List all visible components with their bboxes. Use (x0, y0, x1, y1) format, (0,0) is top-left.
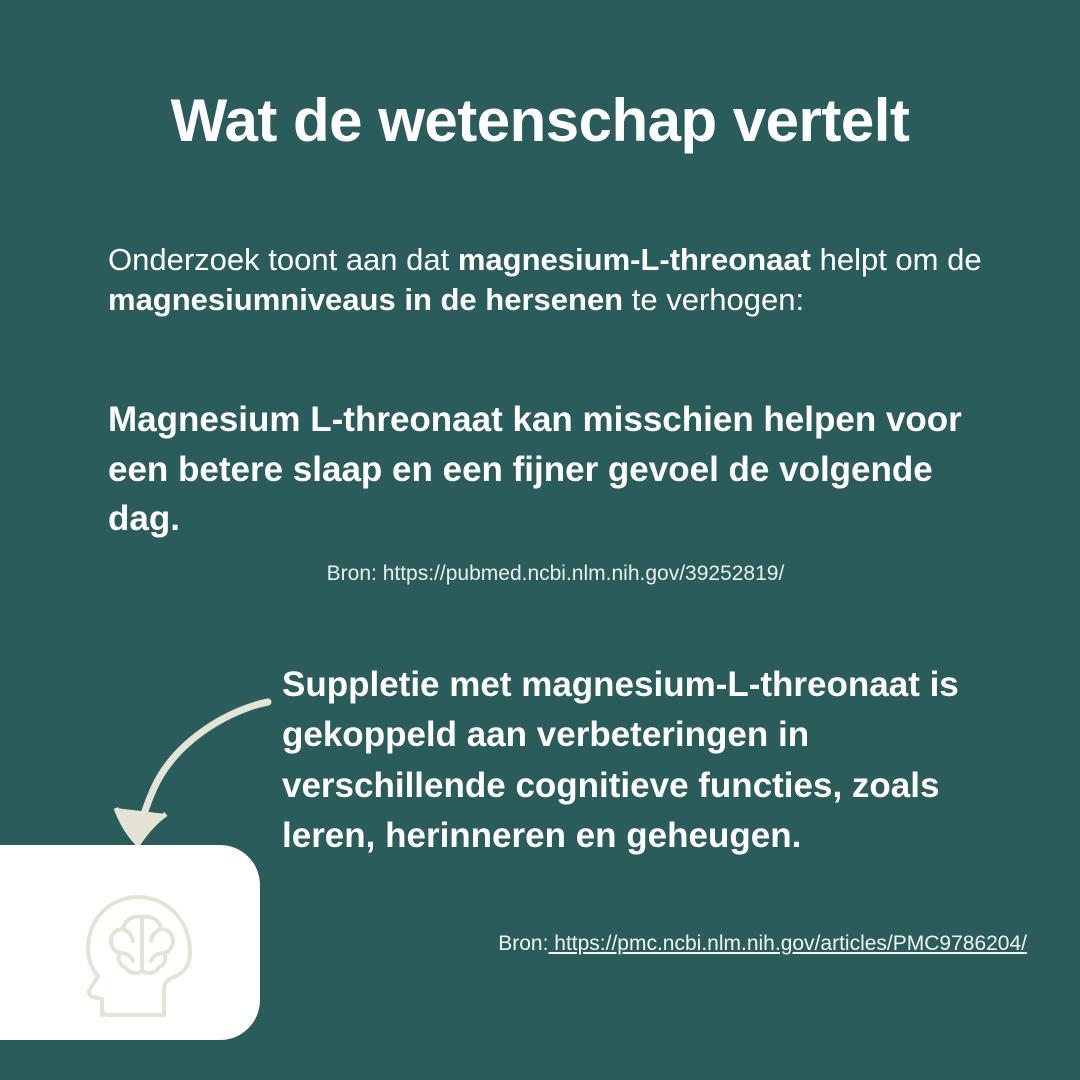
intro-bold-2: magnesiumniveaus in de hersenen (108, 282, 624, 318)
source-two-label: Bron: (498, 932, 549, 955)
intro-bold-1: magnesium-L-threonaat (457, 242, 811, 277)
quote-one: Magnesium L-threonaat kan misschien helpen voor een betere slaap en een fijner gevoel de volgende dag. (108, 400, 962, 539)
intro-text-part2: helpt om de (810, 242, 982, 277)
intro-text-part1: Onderzoek toont aan dat (108, 242, 458, 277)
source-two (282, 932, 1027, 956)
source-one: Bron: https://pubmed.ncbi.nlm.nih.gov/39252819/ (326, 562, 785, 585)
source-two-link[interactable]: https://pmc.ncbi.nlm.nih.gov/articles/PMC9786204/ (548, 932, 1027, 955)
head-brain-icon (60, 865, 220, 1025)
page-title: Wat de wetenschap vertelt (170, 87, 910, 154)
quote-two: Suppletie met magnesium-L-threonaat is gekoppeld aan verbeteringen in verschillende cognitieve functies, zoals leren, herinneren en geheugen. (282, 665, 959, 856)
curved-down-arrow-icon (96, 690, 276, 860)
intro-text-part3: te verhogen: (623, 282, 805, 318)
intro-paragraph (108, 240, 998, 321)
